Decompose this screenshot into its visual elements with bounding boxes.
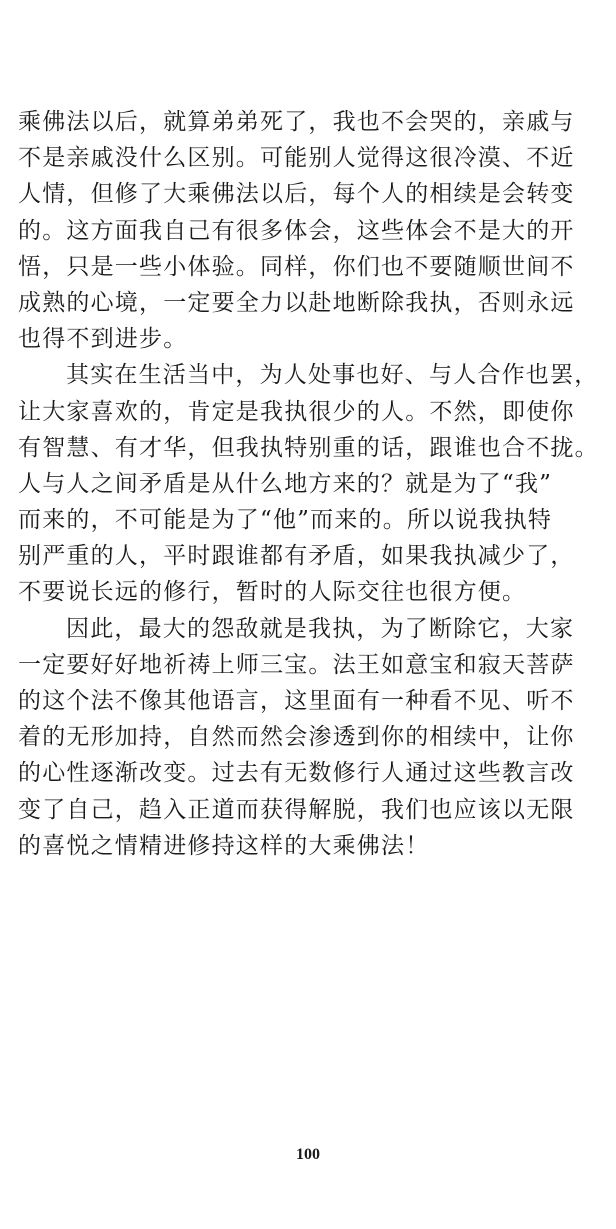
text-line: 不是亲戚没什么区别。可能别人觉得这很冷漠、不近	[18, 145, 575, 172]
text-line: 悟，只是一些小体验。同样，你们也不要随顺世间不	[18, 253, 575, 280]
page-number: 100	[296, 1146, 320, 1163]
text-line: 人与人之间矛盾是从什么地方来的？就是为了“我”	[18, 470, 553, 497]
text-line: 人情，但修了大乘佛法以后，每个人的相续是会转变	[18, 181, 575, 208]
text-line: 有智慧、有才华，但我执特别重的话，跟谁也合不拢。	[18, 434, 599, 461]
text-line: 而来的，不可能是为了“他”而来的。所以说我执特	[18, 507, 553, 534]
text-line: 的喜悦之情精进修持这样的大乘佛法！	[18, 832, 430, 859]
text-line: 着的无形加持，自然而然会渗透到你的相续中，让你	[18, 724, 575, 751]
text-line: 的。这方面我自己有很多体会，这些体会不是大的开	[18, 217, 575, 244]
paragraph-start-line: 其实在生活当中，为人处事也好、与人合作也罢，	[66, 362, 599, 389]
text-line: 的心性逐渐改变。过去有无数修行人通过这些教言改	[18, 760, 575, 787]
paragraph-start-line: 因此，最大的怨敌就是我执，为了断除它，大家	[66, 615, 575, 642]
text-line: 变了自己，趋入正道而获得解脱，我们也应该以无限	[18, 796, 575, 823]
text-line: 别严重的人，平时跟谁都有矛盾，如果我执减少了，	[18, 543, 575, 570]
text-line: 让大家喜欢的，肯定是我执很少的人。不然，即使你	[18, 398, 575, 425]
text-line: 也得不到进步。	[18, 326, 188, 353]
text-line: 的这个法不像其他语言，这里面有一种看不见、听不	[18, 688, 575, 714]
text-line: 不要说长远的修行，暂时的人际交往也很方便。	[18, 579, 527, 606]
text-line: 成熟的心境，一定要全力以赴地断除我执，否则永远	[18, 289, 575, 316]
text-line: 一定要好好地祈祷上师三宝。法王如意宝和寂天菩萨	[18, 651, 575, 678]
text-line: 乘佛法以后，就算弟弟死了，我也不会哭的，亲戚与	[18, 109, 575, 135]
body-text	[18, 104, 604, 864]
